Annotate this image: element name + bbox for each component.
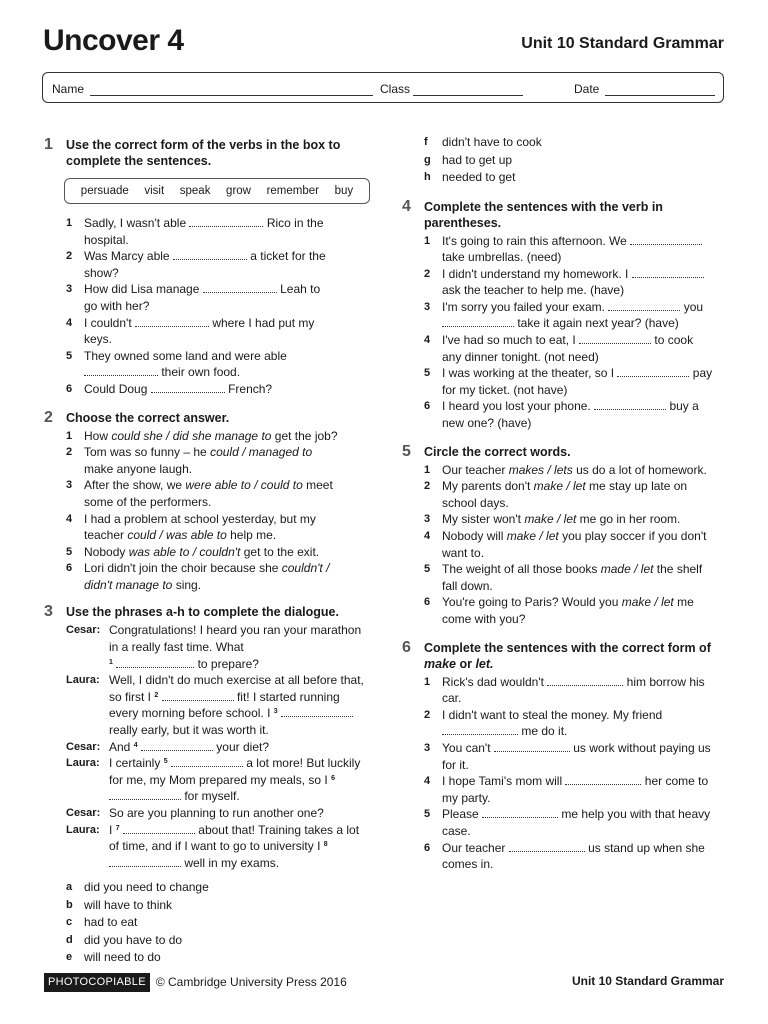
answer-choice[interactable]: couldn't / didn't manage to [84,561,330,592]
item-number: 4 [66,316,73,329]
list-item [66,914,370,932]
item-text: you play soccer if you don't want to. [442,529,707,560]
option-text: had to eat [84,915,138,930]
answer-blank[interactable] [173,249,247,260]
exercise-6 [402,640,724,672]
word-box-word: persuade [80,184,129,197]
answer-blank[interactable] [442,724,518,735]
answer-blank[interactable] [171,756,243,767]
answer-blank[interactable] [109,856,181,867]
item-text: me help you with that heavy case. [442,807,711,838]
item-text: me do it. [521,724,568,739]
answer-blank[interactable] [162,690,234,701]
speaker-name: Cesar: [66,624,101,637]
list-item [424,134,724,152]
item-text: I didn't understand my homework. I [442,266,629,281]
dialogue-line [66,672,368,738]
item-text: Was Marcy able [84,249,170,264]
list-item [66,932,370,950]
dialogue-line [66,622,368,672]
list-item [424,398,714,431]
speaker-name: Laura: [66,757,100,770]
student-info-box [42,72,724,103]
answer-blank[interactable] [617,366,689,377]
answer-blank[interactable] [123,823,195,834]
answer-blank[interactable] [141,740,213,751]
exercise-number: 5 [402,442,411,460]
item-text: I heard you lost your phone. [442,399,591,414]
gap-number: 2 [154,691,159,699]
list-item [66,560,342,593]
item-text: How [84,428,112,443]
exercise-4 [402,199,724,231]
item-text: take umbrellas. (need) [442,250,562,265]
exercise-6-items [424,674,714,873]
list-item [66,477,342,510]
item-text: me go in her room. [576,512,681,527]
answer-blank[interactable] [565,774,641,785]
exercise-number: 4 [402,197,411,215]
list-item [424,299,714,332]
speaker-name: Laura: [66,674,100,687]
list-item [424,528,710,561]
answer-choice[interactable]: makes / lets [508,462,573,477]
answer-blank[interactable] [281,706,353,717]
list-item [66,248,336,281]
list-item [66,281,336,314]
list-item [66,879,370,897]
item-text: their own food. [161,365,241,380]
item-text: Our teacher [442,840,506,855]
item-text: Please [442,807,479,822]
speaker-name: Cesar: [66,807,101,819]
date-label: Date [574,82,600,96]
instruction-text: or [455,656,476,671]
list-item [424,478,710,511]
phrase-options [66,879,370,967]
answer-choice[interactable]: make / let [621,595,674,610]
answer-choice[interactable]: were able to / could to [185,478,303,493]
item-number: 2 [424,267,431,280]
list-item [424,840,714,873]
item-number: 5 [424,563,431,576]
exercise-instruction: Use the correct form of the verbs in the box to complete the sentences. [66,138,341,168]
list-item [66,348,336,381]
exercise-1-items [66,215,336,398]
instruction-keyword: make [424,656,456,671]
item-text: You're going to Paris? Would you [442,595,622,610]
word-box-word: grow [226,184,251,197]
list-item [424,365,714,398]
item-text: Rico in the hospital. [84,216,324,247]
answer-blank[interactable] [494,741,570,752]
list-item [424,740,714,773]
dialogue-text: well in my exams. [184,855,280,870]
item-text: Sadly, I wasn't able [84,216,187,230]
answer-blank[interactable] [203,282,277,293]
item-text: Could Doug [84,381,148,396]
item-text: pay for my ticket. (not have) [442,366,713,397]
item-text: us stand up when she comes in. [442,840,705,872]
exercise-instruction: Circle the correct words. [424,444,571,459]
item-number: 6 [66,562,73,575]
answer-blank[interactable] [442,316,514,327]
photocopiable-badge: PHOTOCOPIABLE [44,973,150,992]
item-text: buy a new one? (have) [442,399,699,431]
list-item [424,332,714,365]
exercise-instruction: Use the phrases a-h to complete the dialogue. [66,605,339,620]
dialogue-text: Congratulations! I heard you ran your marathon in a really fast time. What [109,623,362,655]
dialogue-text: I certainly [109,756,161,771]
item-number: 3 [66,283,73,296]
dialogue-text: for myself. [184,789,240,804]
list-item [66,544,342,561]
name-line [90,95,373,96]
answer-blank[interactable] [632,267,704,278]
item-text: The weight of all those books [442,562,601,577]
option-letter: f [424,136,428,148]
item-text: me stay up late on school days. [442,479,688,510]
item-text: where I had put my keys. [84,315,315,347]
exercise-2-items [66,428,342,594]
item-text: take it again next year? (have) [517,316,679,331]
option-text: didn't have to cook [442,135,542,149]
answer-choice[interactable]: could / was able to [127,528,227,543]
list-item [424,594,710,627]
item-text: Tom was so funny – he [84,445,211,460]
dialogue-line [66,822,368,872]
speaker-name: Cesar: [66,740,101,753]
item-number: 1 [66,429,73,442]
item-text: How did Lisa manage [84,282,200,297]
gap-number: 6 [331,774,335,782]
answer-blank[interactable] [135,316,209,327]
list-item [424,674,714,707]
list-item [66,215,336,248]
item-text: to cook any dinner tonight. (not need) [442,333,694,364]
instruction-text: Complete the sentences with the correct form of [424,640,711,655]
item-number: 3 [66,479,73,492]
answer-blank[interactable] [151,382,225,393]
item-text: You can't [442,740,491,755]
word-box [64,178,370,204]
answer-blank[interactable] [109,789,181,800]
exercise-number: 1 [44,136,53,153]
item-number: 1 [424,675,431,688]
item-number: 5 [424,367,431,380]
item-number: 4 [424,530,431,542]
item-text: make anyone laugh. [84,461,193,476]
option-text: did you have to do [84,932,183,947]
copyright-text: © Cambridge University Press 2016 [155,975,347,989]
item-text: Nobody [84,544,129,559]
exercise-5 [402,444,724,460]
exercise-1 [44,137,370,169]
answer-choice[interactable]: make / let [506,529,559,543]
item-text: They owned some land and were able [84,348,287,363]
list-item [424,707,714,740]
dialogue-text: fit! I started running every morning before school. I [109,689,340,721]
item-number: 6 [66,382,73,395]
list-item [424,233,714,266]
answer-blank[interactable] [630,234,702,245]
gap-number: 8 [323,841,328,849]
option-letter: c [66,916,73,929]
name-label: Name [52,82,85,96]
exercise-instruction: Choose the correct answer. [66,410,230,425]
item-text: Rick's dad wouldn't [442,674,544,689]
option-text: did you need to change [84,880,209,895]
item-text: sing. [172,577,202,592]
option-text: will have to think [84,897,173,912]
dialogue-text: really early, but it was worth it. [109,723,269,738]
answer-choice[interactable]: made / let [600,562,654,577]
item-number: 2 [66,446,73,459]
exercise-number: 6 [402,638,411,656]
gap-number: 7 [115,824,120,832]
left-column [44,137,370,967]
list-item [424,511,710,528]
option-letter: a [66,881,73,894]
dialogue-line [66,739,368,756]
option-letter: d [66,933,73,946]
item-text: I hope Tami's mom will [442,774,563,789]
item-number: 2 [424,480,431,493]
answer-choice[interactable]: could she / did she manage to [111,428,272,443]
answer-blank[interactable] [116,657,194,668]
worksheet-title: Uncover 4 [43,24,184,57]
answer-blank[interactable] [482,807,558,818]
word-box-word: speak [179,184,211,197]
answer-choice[interactable]: make / let [524,512,577,527]
answer-blank[interactable] [579,333,651,344]
exercise-3 [44,604,370,620]
footer-unit-title: Unit 10 Standard Grammar [571,974,724,988]
gap-number: 3 [273,708,278,716]
word-box-word: visit [144,184,165,197]
answer-choice[interactable]: make / let [533,479,586,494]
item-text: I couldn't [84,315,132,330]
item-text: you [683,299,704,314]
item-number: 2 [424,708,431,721]
exercise-4-items [424,233,714,432]
answer-blank[interactable] [547,675,623,686]
exercise-number: 3 [44,603,53,621]
exercise-instruction [424,640,724,672]
item-text: After the show, we [84,478,186,493]
dialogue-line [66,805,368,822]
item-text: My sister won't [442,512,525,527]
list-item [66,511,342,544]
phrase-options-continued [424,134,724,187]
gap-number: 5 [163,758,168,766]
item-number: 5 [66,545,73,558]
word-box-word: buy [334,184,354,197]
option-letter: h [424,171,431,183]
footer-copyright [44,973,347,992]
answer-blank[interactable] [509,841,585,852]
item-number: 3 [424,300,431,313]
option-text: had to get up [442,152,513,167]
exercise-5-items [424,462,710,628]
list-item [66,444,342,477]
class-line [413,95,523,96]
class-label: Class [380,82,411,96]
list-item [424,561,710,594]
item-text: My parents don't [442,479,534,494]
option-text: will need to do [84,950,161,965]
dialogue-text: to prepare? [197,656,259,671]
item-number: 6 [424,841,431,854]
item-number: 3 [424,741,431,754]
item-number: 5 [424,808,431,821]
dialogue-line [66,755,368,805]
list-item [424,462,710,479]
date-line [605,95,715,96]
exercise-number: 2 [44,408,53,426]
exercise-2 [44,410,370,426]
answer-choice[interactable]: was able to / couldn't [128,544,241,559]
answer-blank[interactable] [189,216,263,227]
dialogue-text: So are you planning to run another one? [109,806,324,820]
dialogue-text: Well, I didn't do much exercise at all before that, so first I [109,673,364,704]
item-text: French? [228,381,273,396]
item-number: 1 [66,217,73,229]
item-text: the shelf fall down. [442,562,703,593]
item-text: I was working at the theater, so I [442,366,615,381]
item-text: ask the teacher to help me. (have) [442,283,625,298]
item-text: It's going to rain this afternoon. We [442,233,627,248]
list-item [424,806,714,839]
list-item [424,152,724,170]
list-item [66,949,370,967]
option-text: needed to get [442,170,516,184]
dialogue-text: a lot more! But luckily for me, my Mom prepared my meals, so I [109,756,361,787]
answer-blank[interactable] [608,300,680,311]
item-text: get to the exit. [240,544,320,559]
gap-number: 1 [109,658,113,666]
item-text: her come to my party. [442,774,709,805]
speaker-name: Laura: [66,823,100,836]
gap-number: 4 [133,741,138,749]
item-text: us do a lot of homework. [572,462,707,477]
list-item [66,381,336,398]
dialogue [66,622,368,871]
exercise-instruction: Complete the sentences with the verb in parentheses. [424,199,663,230]
item-text: us work without paying us for it. [442,740,711,772]
item-number: 3 [424,513,431,526]
item-text: Leah to go with her? [84,282,321,313]
item-number: 4 [424,775,431,788]
item-text: I had a problem at school yesterday, but my teacher [84,511,316,543]
dialogue-text: And [109,739,131,754]
list-item [66,897,370,915]
answer-blank[interactable] [594,399,666,410]
item-number: 4 [66,512,73,525]
item-text: a ticket for the show? [84,249,326,280]
item-number: 5 [66,349,73,362]
list-item [66,428,342,445]
item-text: I've had so much to eat, I [442,333,576,348]
option-letter: b [66,898,73,911]
item-number: 2 [66,250,73,263]
dialogue-text: about that! Training takes a lot of time, and if I want to go to university I [109,822,360,854]
instruction-keyword: let. [475,656,494,671]
item-text: Nobody will [442,529,507,543]
dialogue-text: I [109,822,113,837]
unit-title: Unit 10 Standard Grammar [521,35,724,52]
option-letter: g [424,153,431,166]
item-text: I didn't want to steal the money. My friend [442,707,663,722]
item-number: 4 [424,334,431,347]
option-letter: e [66,951,73,964]
list-item [424,773,714,806]
list-item [66,315,336,348]
word-box-word: remember [266,184,319,197]
answer-blank[interactable] [84,365,158,376]
item-text: Our teacher [442,462,509,477]
item-number: 6 [424,596,431,609]
item-text: get the job? [271,428,338,443]
dialogue-text: your diet? [216,739,269,754]
item-number: 6 [424,400,431,413]
answer-choice[interactable]: could / managed to [210,445,313,460]
item-text: him borrow his car. [442,674,705,706]
right-column [402,134,724,873]
item-text: I'm sorry you failed your exam. [442,299,606,314]
item-text: help me. [226,528,277,543]
list-item [424,169,724,187]
item-text: Lori didn't join the choir because she [84,561,282,576]
list-item [424,266,714,299]
item-number: 1 [424,234,431,247]
item-text: meet some of the performers. [84,478,333,509]
item-number: 1 [424,463,431,476]
item-text: me come with you? [442,595,694,626]
